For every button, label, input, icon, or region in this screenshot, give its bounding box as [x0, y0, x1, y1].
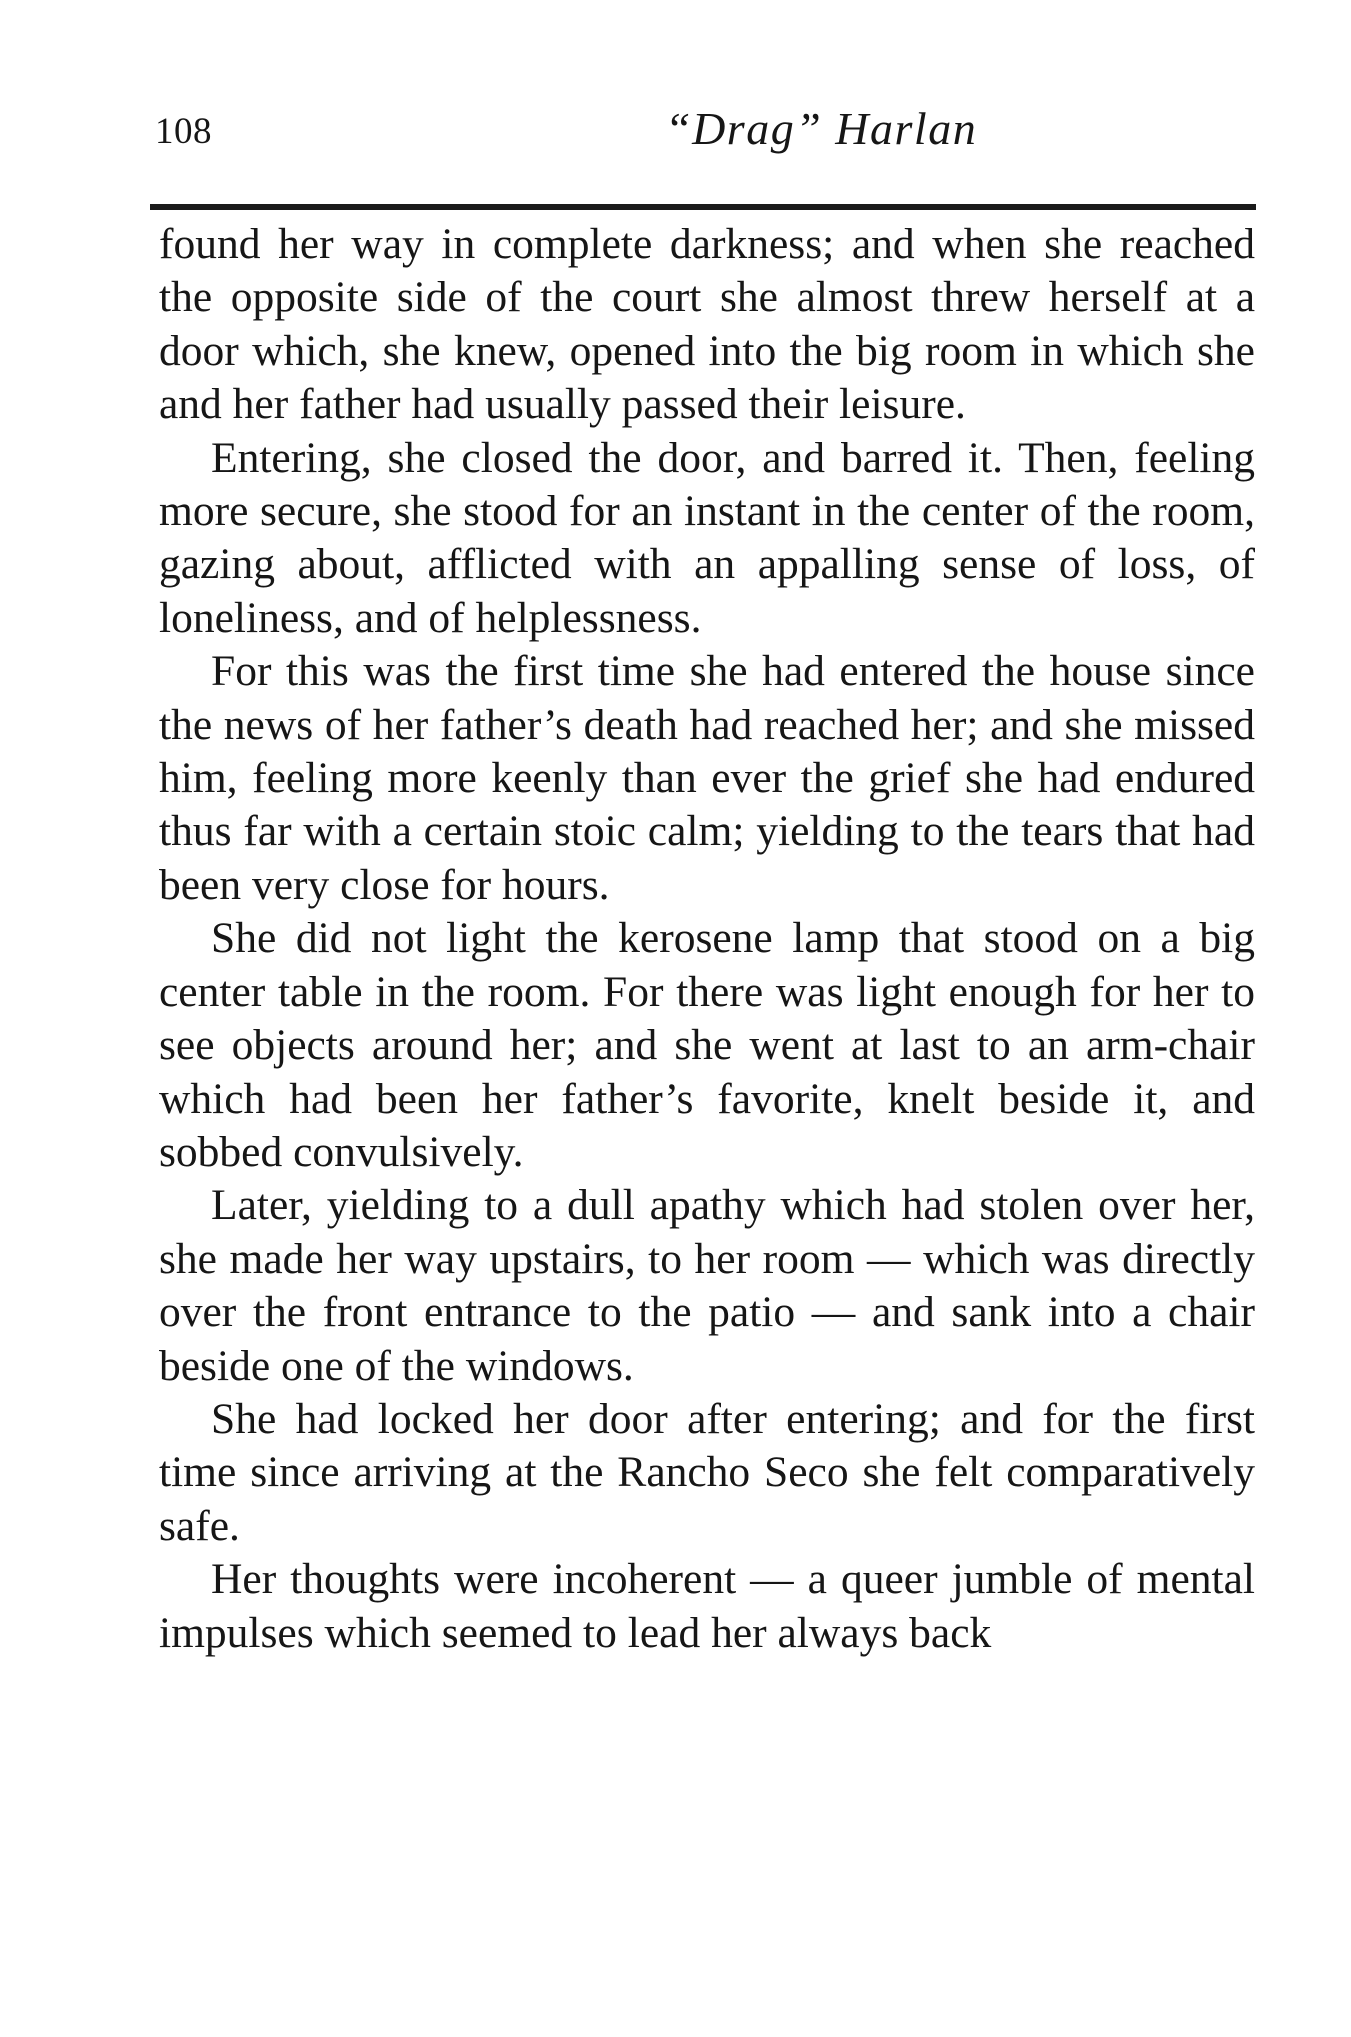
paragraph-4: She did not light the kerosene lamp that stood on a big center table in the room. For there was light enough for her to see objects around her; and she went at last to an arm-chair which had been her father’s favorite, knelt beside it, and sobbed convulsively.	[159, 914, 1255, 1176]
header-rule	[150, 204, 1256, 210]
page-header	[155, 100, 1255, 160]
page-number: 108	[155, 111, 212, 152]
body-text	[159, 218, 1255, 1660]
paragraph-1: found her way in complete darkness; and when she reached the opposite side of the court she almost threw herself at a door which, she knew, opened into the big room in which she and her father had usually passed their leisure.	[159, 220, 1255, 429]
paragraph-2: Entering, she closed the door, and barred it. Then, feeling more secure, she stood for an instant in the center of the room, gazing about, afflicted with an appalling sense of loss, of loneliness, and of helplessness.	[159, 433, 1255, 642]
paragraph-3: For this was the first time she had entered the house since the news of her father’s death had reached her; and she missed him, feeling more keenly than ever the grief she had endured thus far with a certain stoic calm; yielding to the tears that had been very close for hours.	[159, 647, 1255, 909]
paragraph-5: Later, yielding to a dull apathy which had stolen over her, she made her way upstairs, to her room — which was directly over the front entrance to the patio — and sank into a chair beside one of the windows.	[159, 1181, 1255, 1390]
paragraph-6: She had locked her door after entering; and for the first time since arriving at the Rancho Seco she felt comparatively safe.	[159, 1394, 1255, 1550]
running-title: “Drag” Harlan	[665, 103, 978, 154]
paragraph-7: Her thoughts were incoherent — a queer jumble of mental impulses which seemed to lead her always back	[159, 1555, 1255, 1657]
